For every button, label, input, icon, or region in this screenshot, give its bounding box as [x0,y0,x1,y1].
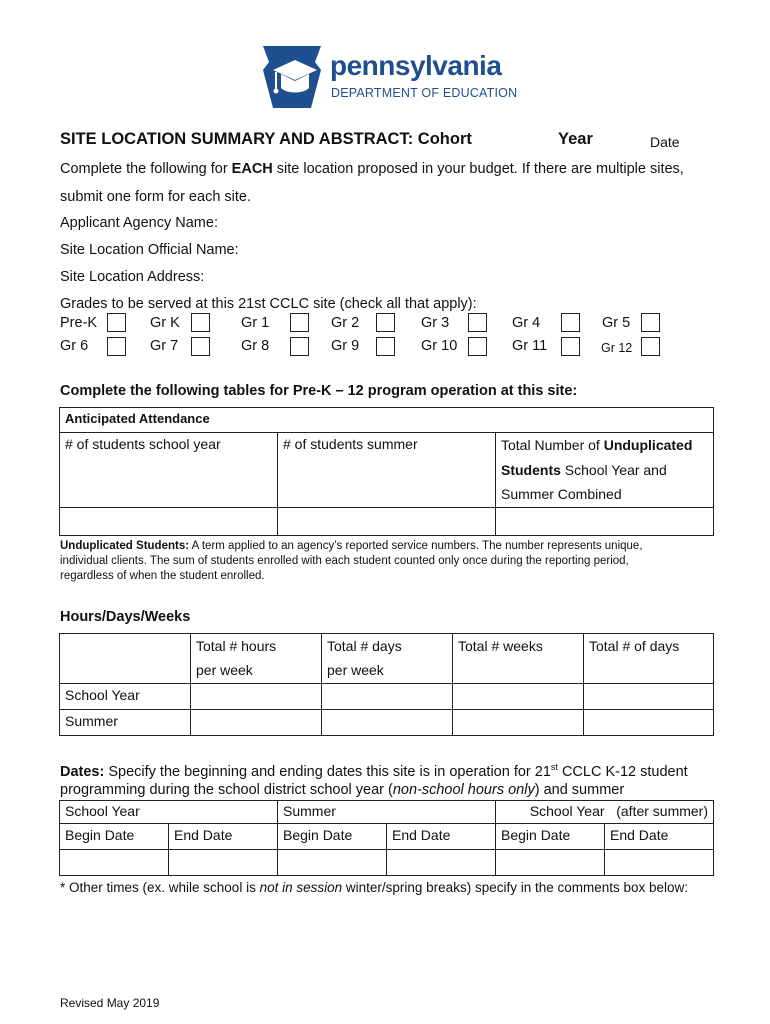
input-cell[interactable] [496,850,605,876]
grade-checkbox[interactable] [107,313,126,332]
dates-line-1: Dates: Specify the beginning and ending dates this site is in operation for 21st CCLC K-12 student [60,762,688,780]
col-total-unduplicated: Total Number of Unduplicated Students School Year and Summer Combined [496,433,714,508]
logo-name: pennsylvania [330,50,502,81]
row-summer: Summer [60,710,191,736]
dates-line-2: programming during the school district school year (non-school hours only) and summer [60,782,625,798]
input-cell[interactable] [453,684,584,710]
col-end-date: End Date [169,824,278,850]
col-begin-date: Begin Date [60,824,169,850]
grade-label: Gr 7 [150,338,179,354]
grade-checkbox[interactable] [561,337,580,356]
attendance-title: Anticipated Attendance [60,408,714,433]
grade-checkbox[interactable] [468,337,487,356]
input-cell[interactable] [605,850,714,876]
grade-label: Gr 6 [60,338,89,354]
grade-checkbox[interactable] [107,337,126,356]
grade-label: Gr 5 [602,315,631,331]
col-end-date: End Date [387,824,496,850]
hours-corner [60,634,191,684]
pa-logo [261,44,521,110]
input-cell[interactable] [322,684,453,710]
grade-checkbox[interactable] [191,337,210,356]
input-cell[interactable] [453,710,584,736]
hours-table [59,633,714,736]
grade-checkbox[interactable] [191,313,210,332]
site-address-label: Site Location Address: [60,269,205,285]
grade-label: Gr 3 [421,315,450,331]
grade-checkbox[interactable] [468,313,487,332]
input-cell[interactable] [60,850,169,876]
group-school-year-after: School Year (after summer) [496,801,714,824]
grade-label: Pre-K [60,315,98,331]
unduplicated-note: Unduplicated Students: A term applied to an agency’s reported service numbers. The number represents unique, individual clients. The sum of students enrolled with each student counted only once during the reporting period, regardless of when the student enrolled. [60,540,643,582]
col-total-weeks: Total # weeks [453,634,584,684]
col-students-summer: # of students summer [278,433,496,508]
applicant-agency-label: Applicant Agency Name: [60,215,218,231]
input-cell[interactable] [584,684,714,710]
grade-label: Gr 11 [512,338,548,354]
grade-checkbox[interactable] [561,313,580,332]
col-begin-date: Begin Date [278,824,387,850]
revised-footer: Revised May 2019 [60,996,160,1010]
grade-label: Gr 9 [331,338,360,354]
col-total-days: Total # of days [584,634,714,684]
grade-label: Gr 10 [421,338,458,354]
form-title: SITE LOCATION SUMMARY AND ABSTRACT: Cohort [60,130,472,148]
date-label: Date [650,134,680,150]
row-school-year: School Year [60,684,191,710]
site-official-name-label: Site Location Official Name: [60,242,239,258]
col-end-date: End Date [605,824,714,850]
input-cell[interactable] [387,850,496,876]
group-summer: Summer [278,801,496,824]
input-total-unduplicated[interactable] [496,507,714,535]
input-cell[interactable] [322,710,453,736]
grade-checkbox[interactable] [290,313,309,332]
grade-checkbox[interactable] [641,337,660,356]
keystone-graduation-cap-icon [261,44,323,108]
other-times-note: * Other times (ex. while school is not in session winter/spring breaks) specify in the comments box below: [60,880,689,895]
grade-label: Gr 2 [331,315,360,331]
col-hours-per-week: Total # hours per week [191,634,322,684]
tables-heading: Complete the following tables for Pre-K – 12 program operation at this site: [60,383,578,399]
input-cell[interactable] [191,684,322,710]
input-cell[interactable] [191,710,322,736]
input-students-school-year[interactable] [60,507,278,535]
group-school-year: School Year [60,801,278,824]
grade-label: Gr 4 [512,315,541,331]
input-cell[interactable] [169,850,278,876]
grades-label: Grades to be served at this 21st CCLC site (check all that apply): [60,296,477,312]
input-cell[interactable] [584,710,714,736]
intro-line-1: Complete the following for EACH site location proposed in your budget. If there are multiple sites, [60,161,684,177]
input-cell[interactable] [278,850,387,876]
intro-line-2: submit one form for each site. [60,189,251,205]
grade-checkbox[interactable] [376,313,395,332]
dates-table [59,800,714,876]
grade-label: Gr 1 [241,315,270,331]
col-begin-date: Begin Date [496,824,605,850]
logo-subtitle: DEPARTMENT OF EDUCATION [331,86,518,100]
grade-checkbox[interactable] [376,337,395,356]
grade-label: Gr 8 [241,338,270,354]
col-students-school-year: # of students school year [60,433,278,508]
hours-heading: Hours/Days/Weeks [60,609,191,625]
grade-checkbox[interactable] [641,313,660,332]
attendance-table [59,407,714,536]
col-days-per-week: Total # days per week [322,634,453,684]
grade-checkbox[interactable] [290,337,309,356]
grade-label: Gr K [150,315,180,331]
year-label: Year [558,130,593,148]
input-students-summer[interactable] [278,507,496,535]
grade-label: Gr 12 [601,341,633,355]
